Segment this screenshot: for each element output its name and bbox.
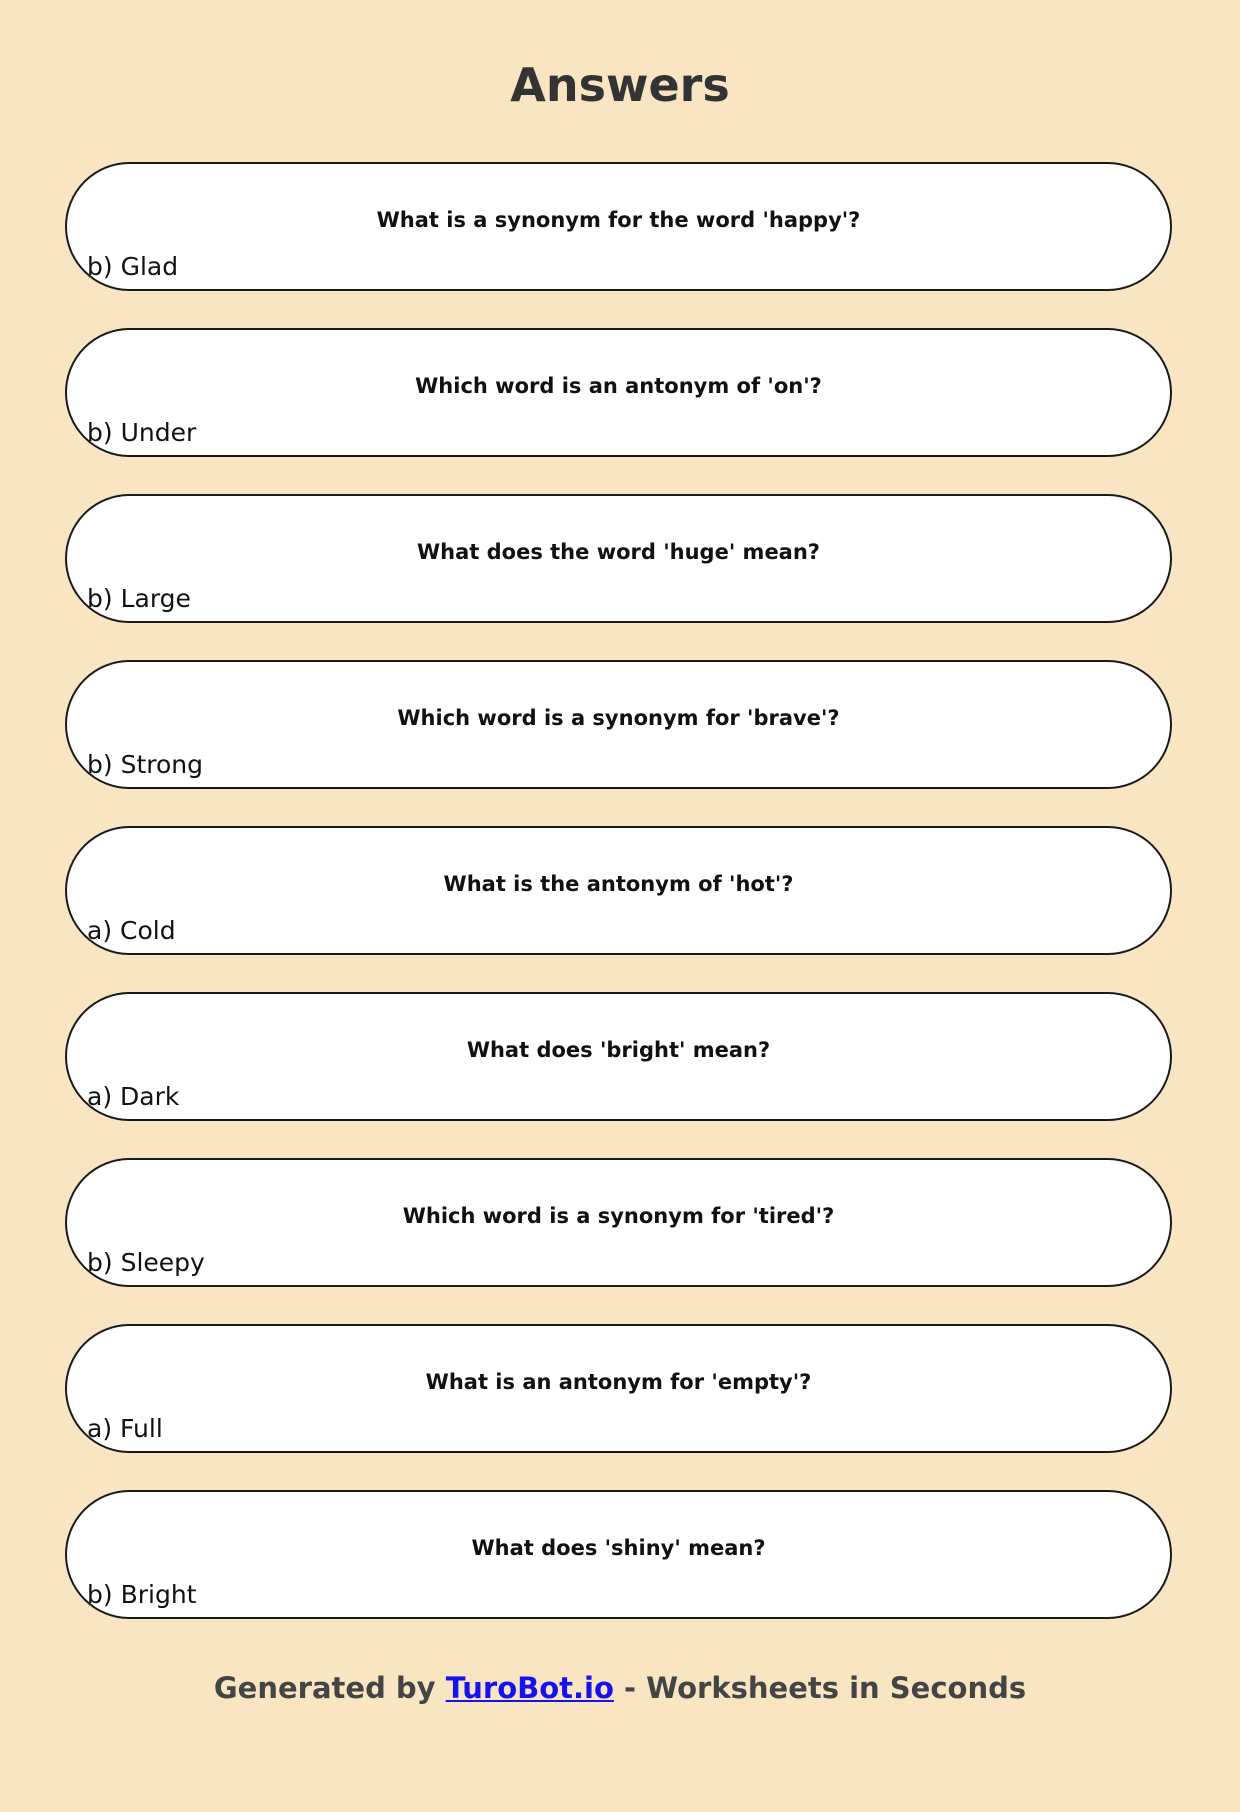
question-text: Which word is a synonym for 'tired'? [402, 1204, 835, 1228]
question-text: What does the word 'huge' mean? [417, 540, 820, 564]
answer-card [65, 992, 1172, 1121]
answer-text: a) Cold [87, 916, 176, 945]
question-text: What is an antonym for 'empty'? [425, 1370, 812, 1394]
answer-card [65, 1158, 1172, 1287]
answer-text: b) Sleepy [87, 1248, 205, 1277]
answer-text: b) Glad [87, 252, 179, 281]
answer-text: a) Full [87, 1414, 163, 1443]
answer-text: b) Under [87, 418, 197, 447]
answer-card [65, 826, 1172, 955]
footer-text-suffix: - Worksheets in Seconds [613, 1671, 1027, 1705]
answer-card [65, 660, 1172, 789]
answer-card [65, 1490, 1172, 1619]
answer-card [65, 328, 1172, 457]
question-text: What is a synonym for the word 'happy'? [376, 208, 861, 232]
worksheet-answers-page [0, 58, 1240, 1705]
answer-text: b) Large [87, 584, 191, 613]
footer [0, 1671, 1240, 1705]
page-title: Answers [510, 58, 730, 112]
answer-text: b) Strong [87, 750, 203, 779]
answer-text: b) Bright [87, 1580, 197, 1609]
question-text: Which word is an antonym of 'on'? [415, 374, 822, 398]
turobot-link[interactable]: TuroBot.io [445, 1671, 614, 1705]
answer-card [65, 1324, 1172, 1453]
answer-card-list [65, 162, 1172, 1619]
question-text: What is the antonym of 'hot'? [443, 872, 794, 896]
answer-card [65, 494, 1172, 623]
answer-text: a) Dark [87, 1082, 180, 1111]
question-text: Which word is a synonym for 'brave'? [397, 706, 840, 730]
question-text: What does 'bright' mean? [466, 1038, 771, 1062]
question-text: What does 'shiny' mean? [471, 1536, 766, 1560]
answer-card [65, 162, 1172, 291]
footer-text-prefix: Generated by [213, 1671, 446, 1705]
